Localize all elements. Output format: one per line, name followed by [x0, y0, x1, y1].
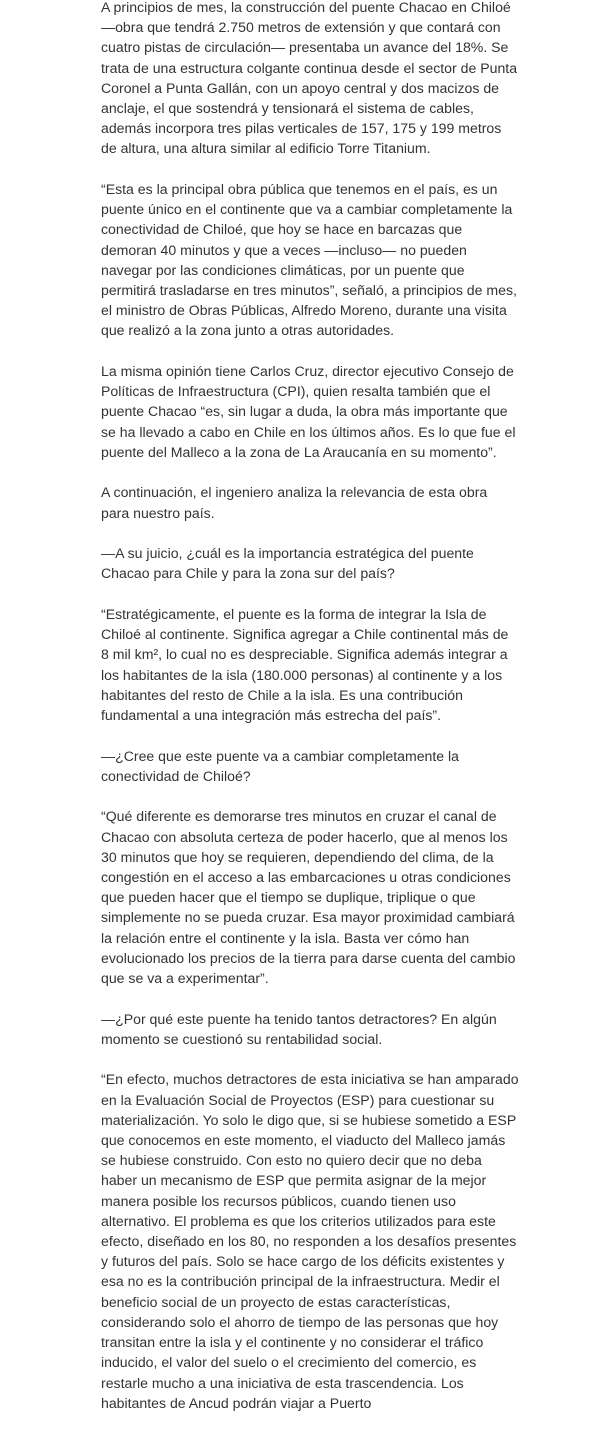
article-body: [101, 0, 519, 1433]
interview-answer: “Qué diferente es demorarse tres minutos en cruzar el canal de Chacao con absoluta certeza de poder hacerlo, que al menos los 30 minutos que hoy se requieren, dependiendo del clima, de la congestión en el acceso a las embarcaciones u otras condiciones que pueden hacer que el tiempo se duplique, triplique o que simplemente no se pueda cruzar. Esa mayor proximidad cambiará la relación entre el continente y la isla. Basta ver cómo han evolucionado los precios de la tierra para darse cuenta del cambio que se va a experimentar”.: [101, 808, 516, 987]
paragraph-interview-intro: A continuación, el ingeniero analiza la relevancia de esta obra para nuestro país.: [101, 484, 488, 521]
paragraph-intro: A principios de mes, la construcción del puente Chacao en Chiloé —obra que tendrá 2.750 metros de extensión y que contará con cuatro pistas de circulación— presentaba un avance del 18%. Se trata de una estructura colgante continua desde el sector de Punta Coronel a Punta Gallán, con un apoyo central y dos macizos de anclaje, el que sostendrá y tensionará el sistema de cables, además incorpora tres pilas verticales de 157, 175 y 199 metros de altura, una altura similar al edificio Torre Titanium.: [101, 0, 518, 157]
interview-answer: “Estratégicamente, el puente es la forma de integrar la Isla de Chiloé al continente. Significa agregar a Chile continental más de 8 mil km², lo cual no es despreciable. Significa además integrar a los habitantes de la isla (180.000 personas) al continente y a los habitantes del resto de Chile a la isla. Es una contribución fundamental a una integración más estrecha del país”.: [101, 606, 509, 724]
interview-answer: “En efecto, muchos detractores de esta iniciativa se han amparado en la Evaluación Social de Proyectos (ESP) para cuestionar su materialización. Yo solo le digo que, si se hubiese sometido a ESP que conocemos en este momento, el viaducto del Malleco jamás se hubiese construido. Con esto no quiero decir que no deba haber un mecanismo de ESP que permita asignar de la mejor manera posible los recursos públicos, cuando tienen uso alternativo. El problema es que los criterios utilizados para este efecto, diseñado en los 80, no responden a los desafíos presentes y futuros del país. Solo se hace cargo de los déficits existentes y esa no es la contribución principal de la infraestructura. Medir el beneficio social de un proyecto de estas características, considerando solo el ahorro de tiempo de las personas que hoy transitan entre la isla y el continente y no considerar el tráfico inducido, el valor del suelo o el crecimiento del comercio, es restarle mucho a una iniciativa de esta trascendencia. Los habitantes de Ancud podrán viajar a Puerto: [101, 1071, 519, 1411]
interview-question: —¿Cree que este puente va a cambiar completamente la conectividad de Chiloé?: [101, 747, 460, 784]
paragraph-minister-quote: “Esta es la principal obra pública que tenemos en el país, es un puente único en el continente que va a cambiar completamente la conectividad de Chiloé, que hoy se hace en barcazas que demoran 40 minutos y que a veces —incluso— no pueden navegar por las condiciones climáticas, por un puente que permitirá trasladarse en tres minutos”, señaló, a principios de mes, el ministro de Obras Públicas, Alfredo Moreno, durante una visita que realizó a la zona junto a otras autoridades.: [101, 181, 517, 339]
interview-question: —¿Por qué este puente ha tenido tantos detractores? En algún momento se cuestionó su rentabilidad social.: [101, 1010, 497, 1047]
interview-question: —A su juicio, ¿cuál es la importancia estratégica del puente Chacao para Chile y para la zona sur del país?: [101, 545, 474, 582]
paragraph-carlos-cruz-opinion: La misma opinión tiene Carlos Cruz, director ejecutivo Consejo de Políticas de Infraestructura (CPI), quien resalta también que el puente Chacao “es, sin lugar a duda, la obra más importante que se ha llevado a cabo en Chile en los últimos años. Es lo que fue el puente del Malleco a la zona de La Araucanía en su momento”.: [101, 363, 516, 460]
